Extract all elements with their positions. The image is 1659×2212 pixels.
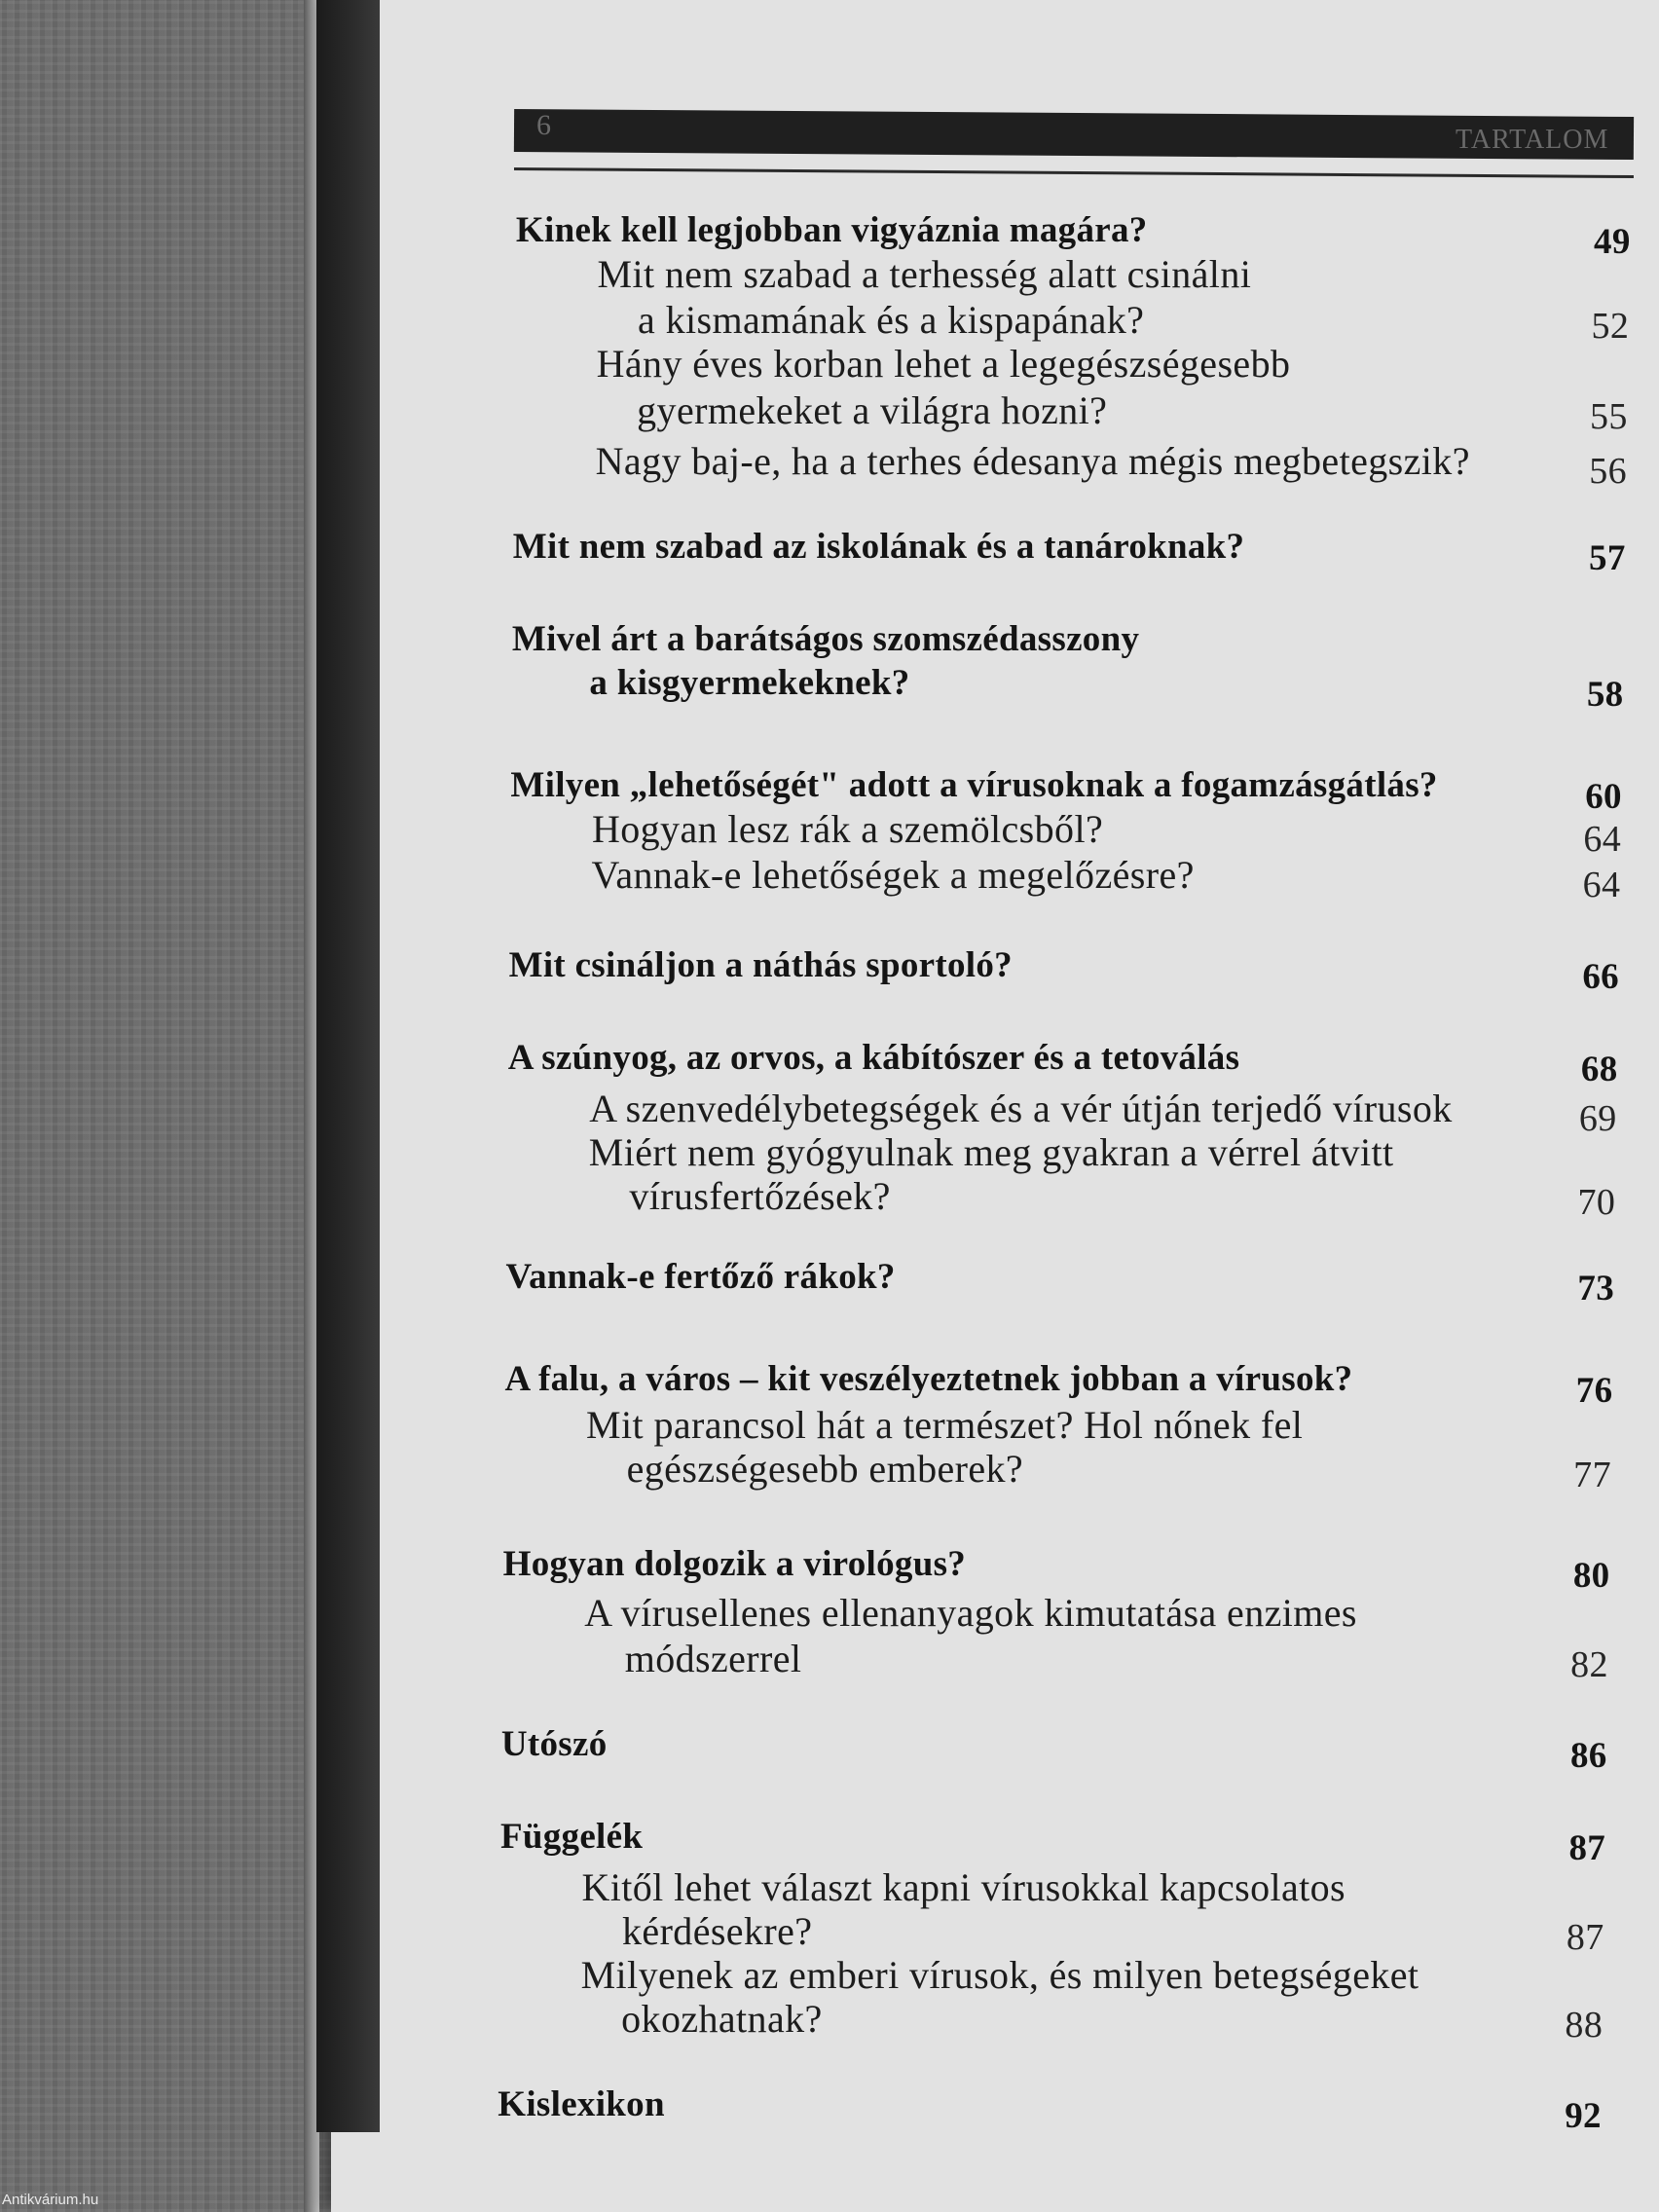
toc-section-title: egészségesebb emberek? bbox=[626, 1447, 1024, 1491]
toc-section-title: Kitől lehet választ kapni vírusokkal kapcsolatos bbox=[581, 1865, 1346, 1909]
toc-page-number: 49 bbox=[1594, 222, 1631, 262]
toc-chapter-title: Mit csináljon a náthás sportoló? bbox=[508, 945, 1013, 985]
toc-chapter-title: A falu, a város – kit veszélyeztetnek jobban a vírusok? bbox=[504, 1359, 1353, 1399]
toc-page-number: 87 bbox=[1568, 1828, 1606, 1868]
toc-page-number: 66 bbox=[1582, 957, 1619, 997]
toc-section-title: A vírusellenes ellenanyagok kimutatása enzimes bbox=[584, 1591, 1357, 1635]
toc-page-number: 87 bbox=[1566, 1917, 1604, 1958]
toc-page-number: 73 bbox=[1577, 1269, 1614, 1309]
toc-section-title: A szenvedélybetegségek és a vér útján terjedő vírusok bbox=[589, 1087, 1453, 1130]
toc-section-title: a kismamának és a kispapának? bbox=[638, 298, 1145, 342]
toc-chapter-title: Mit nem szabad az iskolának és a tanároknak? bbox=[512, 527, 1245, 567]
toc-chapter-title: Hogyan dolgozik a virológus? bbox=[502, 1544, 967, 1584]
watermark: Antikvárium.hu bbox=[2, 2192, 99, 2208]
toc-chapter-title: Mivel árt a barátságos szomszédasszony bbox=[511, 619, 1140, 659]
toc-page-number: 64 bbox=[1583, 819, 1622, 860]
toc-page-number: 58 bbox=[1586, 675, 1624, 715]
toc-section-title: kérdésekre? bbox=[622, 1909, 813, 1953]
toc-section-title: Mit nem szabad a terhesség alatt csinálni bbox=[597, 252, 1252, 296]
toc-page-number: 55 bbox=[1590, 396, 1628, 437]
toc-chapter-title: Kinek kell legjobban vigyáznia magára? bbox=[515, 210, 1148, 250]
toc-section-title: okozhatnak? bbox=[621, 1997, 823, 2041]
toc-section-title: módszerrel bbox=[624, 1637, 802, 1680]
toc-page-number: 57 bbox=[1589, 538, 1626, 578]
section-title: TARTALOM bbox=[1456, 125, 1609, 155]
toc-page-number: 70 bbox=[1577, 1182, 1616, 1223]
toc-section-title: Miért nem gyógyulnak meg gyakran a vérrel átvitt bbox=[588, 1130, 1394, 1174]
toc-page-number: 56 bbox=[1589, 451, 1628, 492]
toc-page-number: 60 bbox=[1585, 777, 1622, 817]
toc-section-title: Hogyan lesz rák a szemölcsből? bbox=[591, 807, 1104, 851]
toc-chapter-title: A szúnyog, az orvos, a kábítószer és a tetoválás bbox=[507, 1038, 1240, 1078]
toc-page-number: 80 bbox=[1572, 1556, 1610, 1596]
toc-section-title: Mit parancsol hát a természet? Hol nőnek fel bbox=[586, 1403, 1304, 1447]
toc-page-number: 88 bbox=[1565, 2005, 1604, 2046]
toc-page-number: 52 bbox=[1591, 306, 1630, 347]
toc-chapter-title: Vannak-e fertőző rákok? bbox=[505, 1257, 896, 1297]
toc-page-number: 76 bbox=[1575, 1371, 1613, 1411]
toc-page-number: 86 bbox=[1569, 1736, 1607, 1776]
toc-section-title: Milyenek az emberi vírusok, és milyen betegségeket bbox=[580, 1953, 1419, 1997]
page-number: 6 bbox=[536, 109, 551, 141]
toc-section-title: Nagy baj-e, ha a terhes édesanya mégis megbetegszik? bbox=[595, 439, 1470, 483]
toc-page-number: 69 bbox=[1578, 1098, 1617, 1139]
toc-page-number: 68 bbox=[1580, 1050, 1618, 1089]
toc-section-title: Vannak-e lehetőségek a megelőzésre? bbox=[591, 853, 1195, 897]
toc-section-title: Hány éves korban lehet a legegészségesebb bbox=[596, 342, 1291, 386]
toc-chapter-title: a kisgyermekeknek? bbox=[589, 663, 910, 703]
toc-chapter-title: Milyen „lehetőségét" adott a vírusoknak a fogamzásgátlás? bbox=[510, 765, 1438, 805]
toc-chapter-title: Utószó bbox=[500, 1724, 608, 1764]
toc-chapter-title: Kislexikon bbox=[498, 2084, 665, 2124]
toc-section-title: gyermekeket a világra hozni? bbox=[637, 388, 1108, 432]
toc-chapter-title: Függelék bbox=[499, 1817, 644, 1857]
toc-page-number: 82 bbox=[1570, 1644, 1608, 1685]
toc-page-number: 64 bbox=[1582, 865, 1621, 905]
toc-page-number: 77 bbox=[1573, 1455, 1611, 1495]
toc-page-number: 92 bbox=[1565, 2096, 1602, 2136]
toc-section-title: vírusfertőzések? bbox=[629, 1174, 891, 1218]
